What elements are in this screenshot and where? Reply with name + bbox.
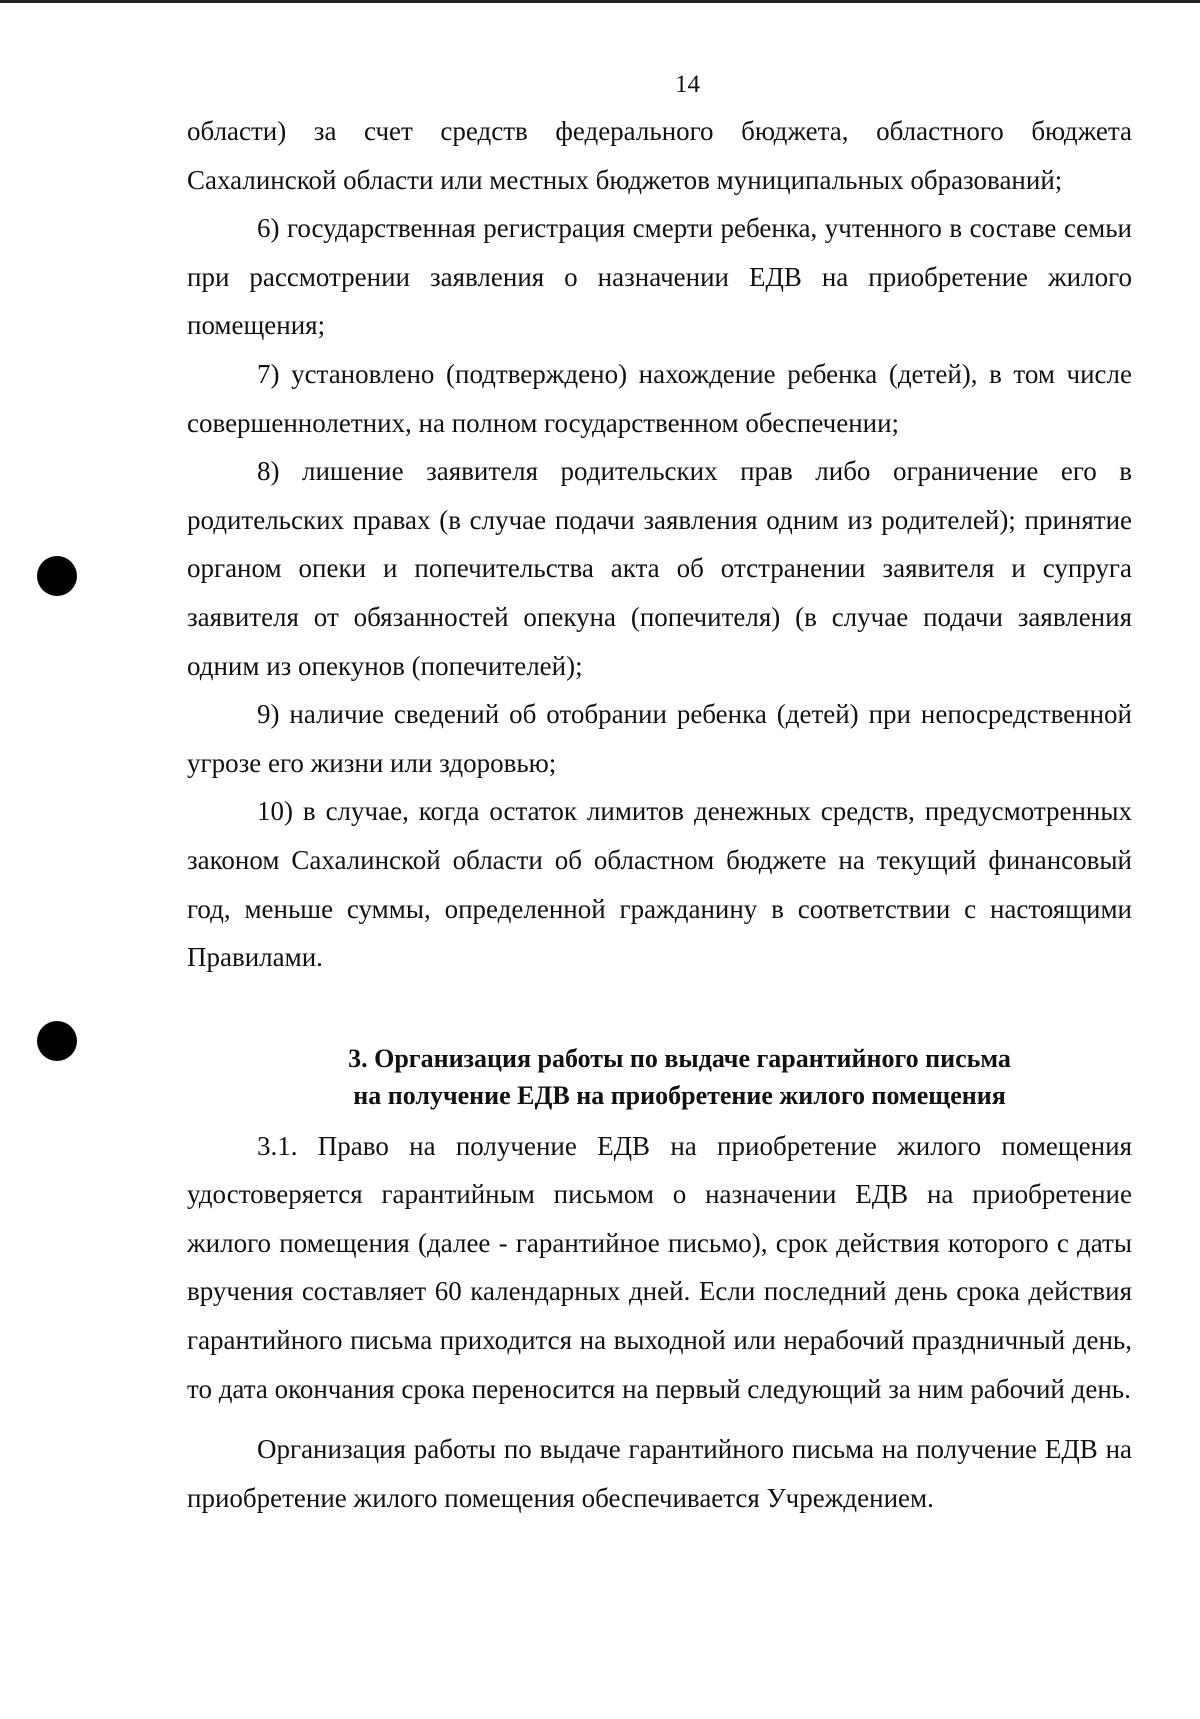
list-item-10: 10) в случае, когда остаток лимитов денежных средств, предусмотренных законом Сахалинской области об областном бюджете на текущий финансовый год, меньше суммы, определенной гражданину в соответствии с настоящими Правилами.	[187, 796, 1132, 973]
paragraph-continuation: области) за счет средств федерального бюджета, областного бюджета Сахалинской области или местных бюджетов муниципальных образований;	[187, 116, 1132, 195]
section-heading-line-2: на получение ЕДВ на приобретение жилого помещения	[353, 1080, 1006, 1110]
section-heading	[187, 1040, 1132, 1114]
clause-paragraph: Организация работы по выдаче гарантийного письма на получение ЕДВ на приобретение жилого помещения обеспечивается Учреждением.	[187, 1434, 1132, 1513]
punch-hole-mark	[37, 1021, 77, 1061]
section-heading-line-1: 3. Организация работы по выдаче гарантийного письма	[348, 1043, 1011, 1073]
punch-hole-mark	[37, 556, 77, 596]
list-item-8: 8) лишение заявителя родительских прав либо ограничение его в родительских правах (в случае подачи заявления одним из родителей); принятие органом опеки и попечительства акта об отстранении заявителя и супруга заявителя от обязанностей опекуна (попечителя) (в случае подачи заявления одним из опекунов (попечителей);	[187, 456, 1132, 681]
top-edge-rule	[0, 0, 1200, 3]
list-item-6: 6) государственная регистрация смерти ребенка, учтенного в составе семьи при рассмотрении заявления о назначении ЕДВ на приобретение жилого помещения;	[187, 213, 1132, 341]
document-body	[187, 107, 1132, 1522]
clause-3-1: 3.1. Право на получение ЕДВ на приобретение жилого помещения удостоверяется гарантийным письмом о назначении ЕДВ на приобретение жилого помещения (далее - гарантийное письмо), срок действия которого с даты вручения составляет 60 календарных дней. Если последний день срока действия гарантийного письма приходится на выходной или нерабочий праздничный день, то дата окончания срока переносится на первый следующий за ним рабочий день.	[187, 1130, 1132, 1404]
list-item-7: 7) установлено (подтверждено) нахождение ребенка (детей), в том числе совершеннолетних, на полном государственном обеспечении;	[187, 358, 1132, 438]
list-item-9: 9) наличие сведений об отобрании ребенка (детей) при непосредственной угрозе его жизни или здоровью;	[187, 699, 1132, 778]
page-number: 14	[675, 71, 700, 98]
